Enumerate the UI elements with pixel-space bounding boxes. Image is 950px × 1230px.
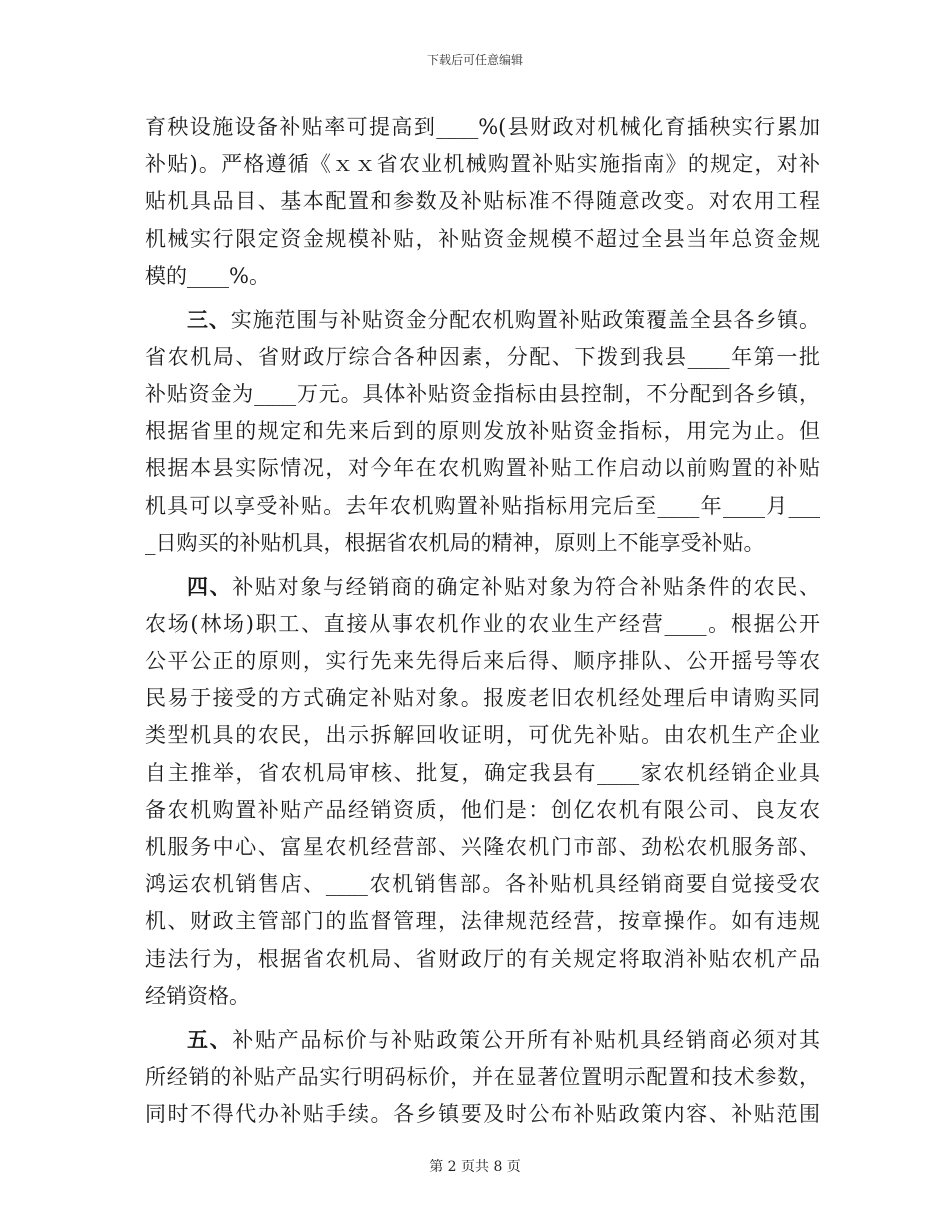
paragraph-4-line-8: 机服务中心、富星农机经营部、兴隆农机门市部、劲松农机服务部、 [145, 835, 820, 859]
paragraph-4-line-5: 类型机具的农民，出示拆解回收证明，可优先补贴。由农机生产企业 [145, 723, 820, 747]
section-3-heading: 三、 [187, 307, 231, 332]
paragraph-3-line-7: _日购买的补贴机具，根据省农机局的精神，原则上不能享受补贴。 [145, 531, 765, 555]
paragraph-4-line-7: 备农机购置补贴产品经销资质，他们是：创亿农机有限公司、良友农 [145, 798, 820, 822]
paragraph-4-line-3: 公平公正的原则，实行先来先得后来后得、顺序排队、公开摇号等农 [145, 649, 820, 673]
paragraph-5-line-3: 同时不得代办补贴手续。各乡镇要及时公布补贴政策内容、补贴范围 [145, 1102, 820, 1126]
paragraph-1-line-1: 育秧设施设备补贴率可提高到____%(县财政对机械化育插秧实行累加 [145, 115, 820, 139]
section-5-heading: 五、 [187, 1027, 233, 1052]
page-footer: 第 2 页共 8 页 [429, 1159, 521, 1175]
paragraph-1-line-4: 机械实行限定资金规模补贴，补贴资金规模不超过全县当年总资金规 [145, 227, 820, 251]
paragraph-5-line-2: 所经销的补贴产品实行明码标价，并在显著位置明示配置和技术参数， [145, 1065, 820, 1089]
paragraph-3-line-4: 根据省里的规定和先来后到的原则发放补贴资金指标，用完为止。但 [145, 419, 820, 443]
paragraph-4-line-2: 农场(林场)职工、直接从事农机作业的农业生产经营____。根据公开 [145, 612, 820, 636]
paragraph-4-line-1: 四、补贴对象与经销商的确定补贴对象为符合补贴条件的农民、 [187, 574, 821, 599]
paragraph-3-line-5: 根据本县实际情况，对今年在农机购置补贴工作启动以前购置的补贴 [145, 456, 820, 480]
paragraph-4-line-12: 经销资格。 [145, 984, 250, 1008]
paragraph-5-line-1: 五、补贴产品标价与补贴政策公开所有补贴机具经销商必须对其 [187, 1027, 821, 1052]
paragraph-4-line-9: 鸿运农机销售店、____农机销售部。各补贴机具经销商要自觉接受农 [145, 872, 820, 896]
paragraph-4-line-11: 违法行为，根据省农机局、省财政厅的有关规定将取消补贴农机产品 [145, 947, 820, 971]
paragraph-4-line-10: 机、财政主管部门的监督管理，法律规范经营，按章操作。如有违规 [145, 909, 820, 933]
paragraph-1-line-2: 补贴)。严格遵循《ｘｘ省农业机械购置补贴实施指南》的规定，对补 [145, 152, 820, 176]
section-4-heading: 四、 [187, 574, 233, 599]
paragraph-1-line-3: 贴机具品目、基本配置和参数及补贴标准不得随意改变。对农用工程 [145, 189, 820, 213]
page-header: 下载后可任意编辑 [426, 53, 523, 67]
paragraph-3-line-1: 三、实施范围与补贴资金分配农机购置补贴政策覆盖全县各乡镇。 [187, 307, 821, 332]
paragraph-4-line-6: 自主推举，省农机局审核、批复，确定我县有____家农机经销企业具 [145, 761, 820, 785]
paragraph-3-line-2: 省农机局、省财政厅综合各种因素，分配、下拨到我县____年第一批 [145, 345, 820, 369]
paragraph-1-line-5: 模的____%。 [145, 264, 270, 288]
paragraph-4-line-4: 民易于接受的方式确定补贴对象。报废老旧农机经处理后申请购买同 [145, 686, 820, 710]
paragraph-3-line-6: 机具可以享受补贴。去年农机购置补贴指标用完后至____年____月___ [145, 494, 820, 518]
paragraph-3-line-3: 补贴资金为____万元。具体补贴资金指标由县控制，不分配到各乡镇， [145, 382, 820, 406]
